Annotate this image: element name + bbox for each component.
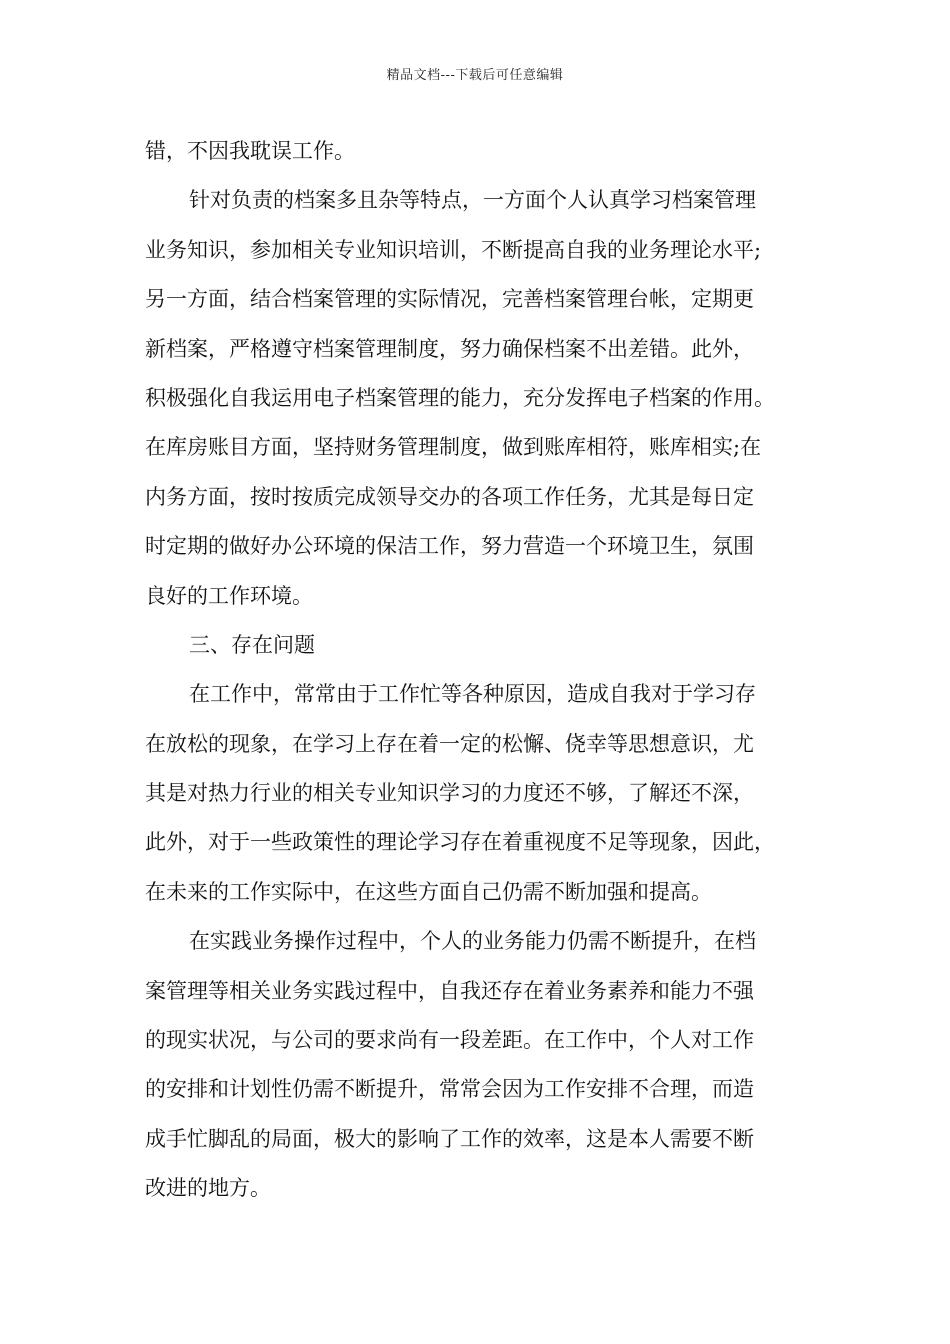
paragraph-start-line: 在工作中，常常由于工作忙等各种原因，造成自我对于学习存 xyxy=(189,682,756,707)
text-line: 内务方面，按时按质完成领导交办的各项工作任务，尤其是每日定 xyxy=(145,484,754,509)
text-line: 在放松的现象，在学习上存在着一定的松懈、侥幸等思想意识，尤 xyxy=(145,731,754,756)
section-heading: 三、存在问题 xyxy=(189,632,315,657)
text-line: 良好的工作环境。 xyxy=(145,583,313,608)
text-line: 新档案，严格遵守档案管理制度，努力确保档案不出差错。此外， xyxy=(145,336,754,361)
text-line: 案管理等相关业务实践过程中，自我还存在着业务素养和能力不强 xyxy=(145,978,754,1003)
text-line: 错，不因我耽误工作。 xyxy=(145,139,355,163)
text-line: 改进的地方。 xyxy=(145,1176,271,1201)
text-line: 成手忙脚乱的局面，极大的影响了工作的效率，这是本人需要不断 xyxy=(145,1126,754,1151)
text-line: 的安排和计划性仍需不断提升，常常会因为工作安排不合理，而造 xyxy=(145,1077,754,1102)
paragraph-start-line: 针对负责的档案多且杂等特点，一方面个人认真学习档案管理 xyxy=(189,188,756,213)
text-line: 积极强化自我运用电子档案管理的能力，充分发挥电子档案的作用。 xyxy=(145,385,775,410)
paragraph-start-line: 在实践业务操作过程中，个人的业务能力仍需不断提升，在档 xyxy=(189,929,756,954)
text-line: 的现实状况，与公司的要求尚有一段差距。在工作中，个人对工作 xyxy=(145,1028,754,1053)
text-line: 在未来的工作实际中，在这些方面自己仍需不断加强和提高。 xyxy=(145,879,712,904)
page-header: 精品文档---下载后可任意编辑 xyxy=(386,68,564,83)
text-line: 时定期的做好办公环境的保洁工作，努力营造一个环境卫生，氛围 xyxy=(145,534,754,559)
text-line: 此外，对于一些政策性的理论学习存在着重视度不足等现象，因此， xyxy=(145,830,775,855)
text-line: 另一方面，结合档案管理的实际情况，完善档案管理台帐，定期更 xyxy=(145,287,754,312)
document-body xyxy=(145,127,815,1214)
text-line: 业务知识，参加相关专业知识培训，不断提高自我的业务理论水平; xyxy=(145,237,762,262)
text-line: 在库房账目方面，坚持财务管理制度，做到账库相符，账库相实;在 xyxy=(145,435,762,460)
text-line: 其是对热力行业的相关专业知识学习的力度还不够，了解还不深， xyxy=(145,781,754,806)
